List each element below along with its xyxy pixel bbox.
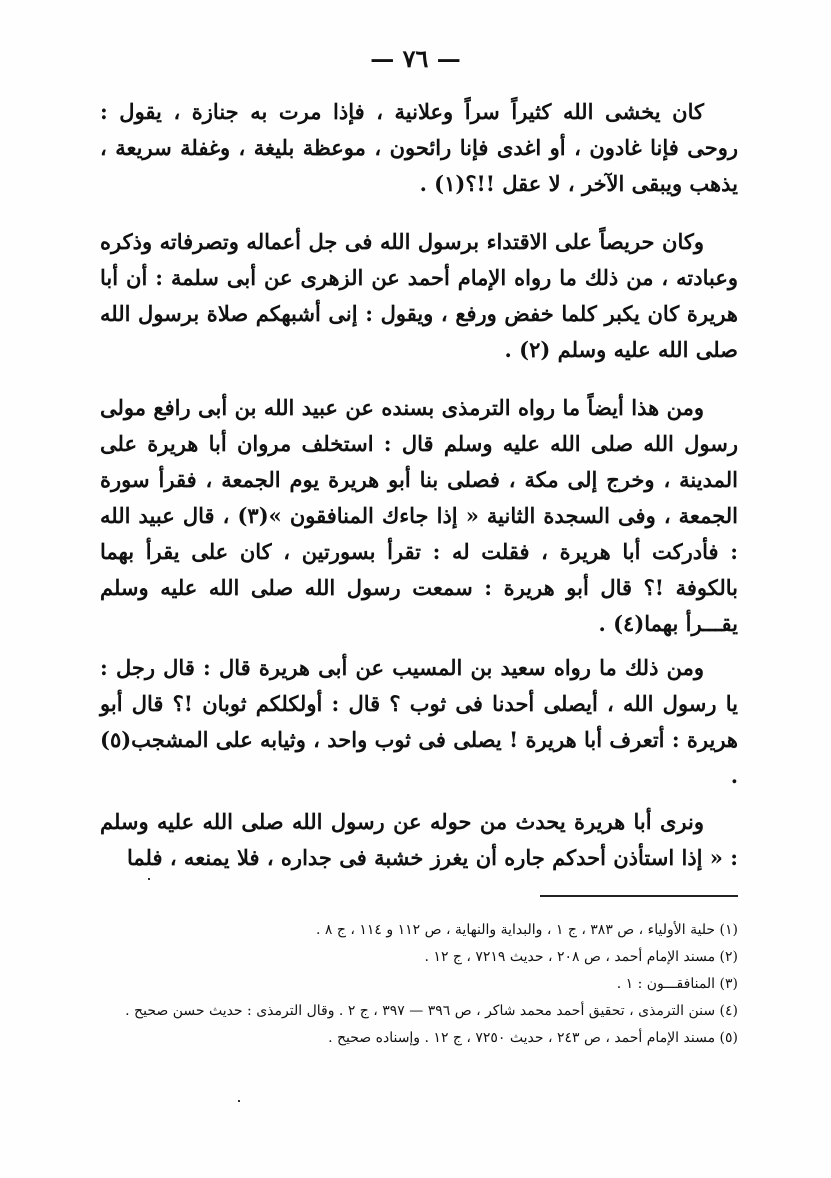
paragraph-5	[100, 804, 738, 876]
page-number: — ٧٦ —	[370, 44, 461, 73]
paragraph-4	[100, 650, 738, 794]
paragraph-text: ونرى أبا هريرة يحدث من حوله عن رسول الله صلى الله عليه وسلم : « إذا استأذن أحدكم جاره أن يغرز خشبة فى جداره ، فلا يمنعه ، فلما	[100, 809, 738, 870]
paragraph-text: كان يخشى الله كثيراً سراً وعلانية ، فإذا مرت به جنازة ، يقول : روحى فإنا غادون ، أو اغدى فإنا رائحون ، موعظة بليغة ، وغفلة سريعة ، يذهب ويبقى الآخر ، لا عقل !!؟(١) .	[100, 99, 738, 196]
footnote-5: (٥) مسند الإمام أحمد ، ص ٢٤٣ ، حديث ٧٢٥٠ ، ج ١٢ . وإسناده صحيح .	[328, 1030, 738, 1046]
footnote-separator	[540, 895, 738, 897]
paragraph-text: ومن ذلك ما رواه سعيد بن المسيب عن أبى هريرة قال : قال رجل : يا رسول الله ، أيصلى أحدنا فى ثوب ؟ قال : أولكلكم ثوبان !؟ قال أبو هريرة : أتعرف أبا هريرة ! يصلى فى ثوب واحد ، وثيابه على المشجب(٥) .	[100, 655, 738, 788]
footnote-3: (٣) المنافقـــون : ١ .	[616, 976, 738, 992]
footnotes	[100, 918, 738, 1053]
paragraph-text: ومن هذا أيضاً ما رواه الترمذى بسنده عن عبيد الله بن أبى رافع مولى رسول الله صلى الله عليه وسلم قال : استخلف مروان أبا هريرة على المدينة ، وخرج إلى مكة ، فصلى بنا أبو هريرة يوم الجمعة ، فقرأ سورة الجمعة ، وفى السجدة الثانية « إذا جاءك المنافقون »(٣) ، قال عبيد الله : فأدركت أبا هريرة ، فقلت له : تقرأ بسورتين ، كان على يقرأ بهما بالكوفة !؟ قال أبو هريرة : سمعت رسول الله صلى الله عليه وسلم يقـــرأ بهما(٤) .	[100, 395, 738, 636]
paragraph-3	[100, 390, 738, 642]
footnote-4: (٤) سنن الترمذى ، تحقيق أحمد محمد شاكر ، ص ٣٩٦ — ٣٩٧ ، ج ٢ . وقال الترمذى : حديث حسن صحيح .	[125, 1003, 738, 1019]
paragraph-2	[100, 224, 738, 368]
footnote-1: (١) حلية الأولياء ، ص ٣٨٣ ، ج ١ ، والبداية والنهاية ، ص ١١٢ و ١١٤ ، ج ٨ .	[315, 922, 738, 938]
scan-speck	[148, 878, 150, 880]
scan-speck	[238, 1100, 240, 1102]
paragraph-1	[100, 94, 738, 202]
paragraph-text: وكان حريصاً على الاقتداء برسول الله فى جل أعماله وتصرفاته وذكره وعبادته ، من ذلك ما رواه الإمام أحمد عن الزهرى عن أبى سلمة : أن أبا هريرة كان يكبر كلما خفض ورفع ، ويقول : إنى أشبهكم صلاة برسول الله صلى الله عليه وسلم (٢) .	[100, 229, 738, 362]
footnote-2: (٢) مسند الإمام أحمد ، ص ٢٠٨ ، حديث ٧٢١٩ ، ج ١٢ .	[424, 949, 738, 965]
